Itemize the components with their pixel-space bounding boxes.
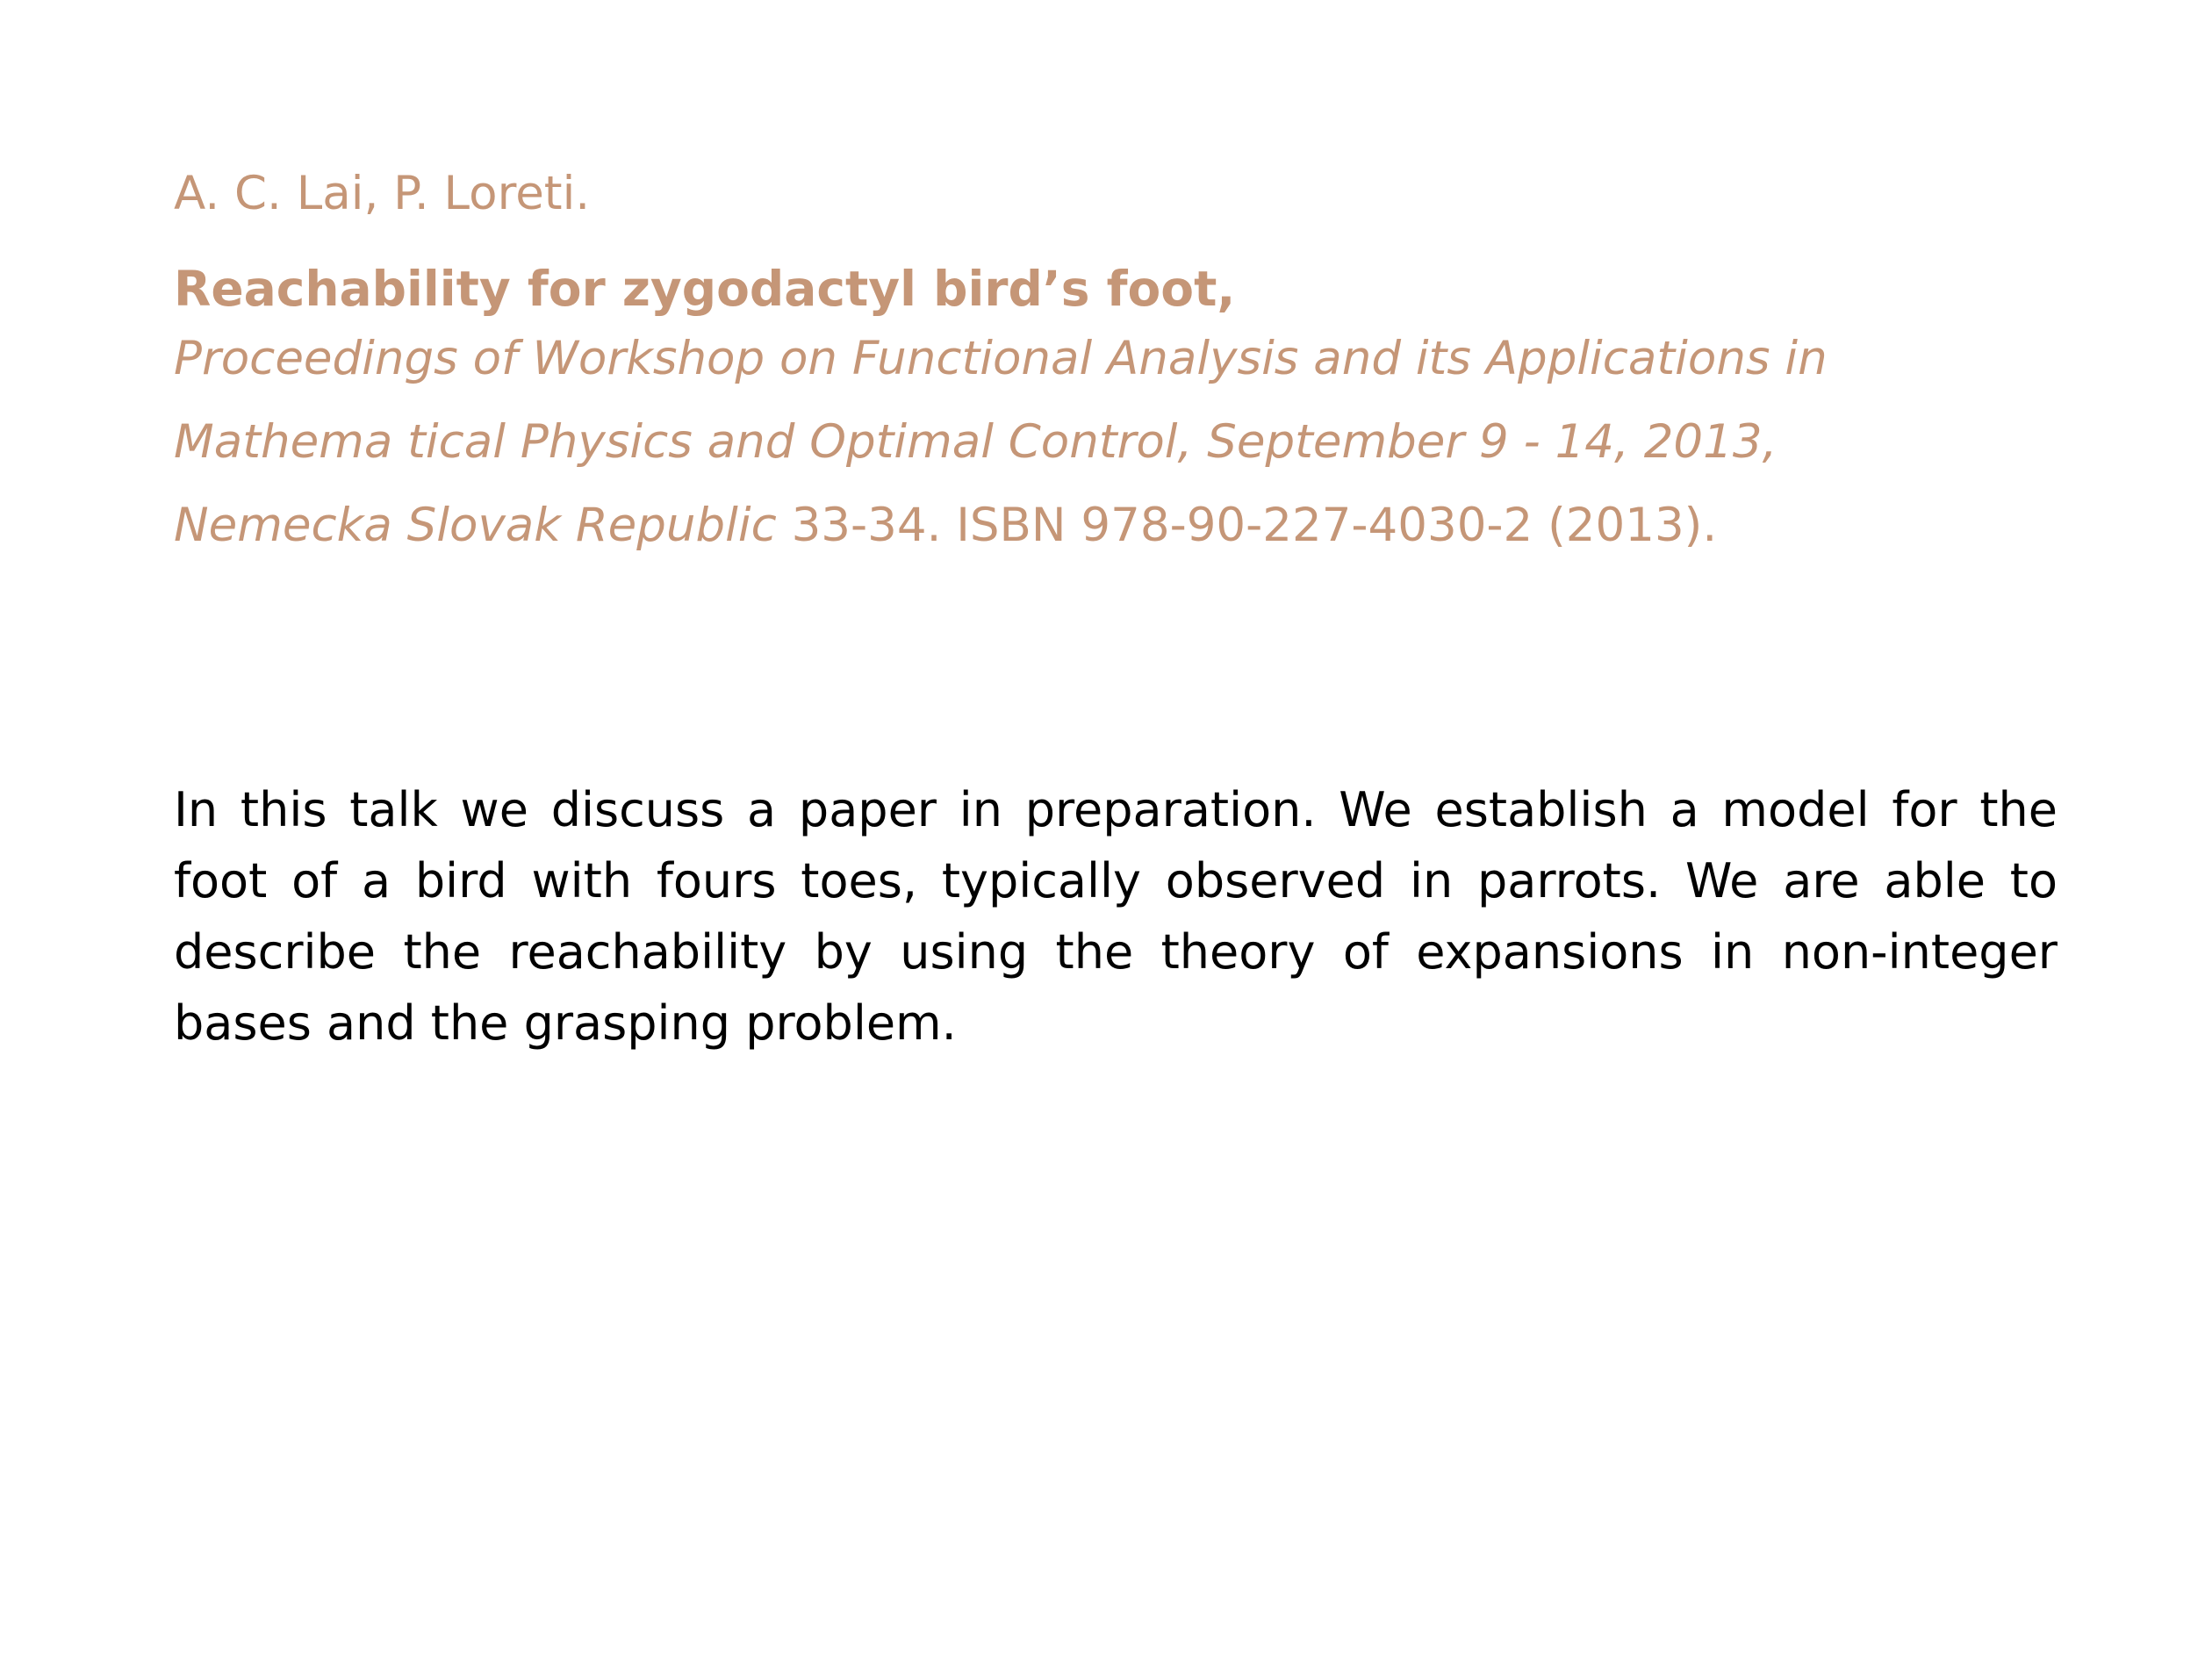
abstract-paragraph: In this talk we discuss a paper in preparation. We establish a model for the foot of a bird with fours toes, typically observed in parrots. We are able to describe the reachability by using the theory of expansions in non-integer bases and the grasping problem. [174, 782, 2058, 1051]
reference-title: Reachability for zygodactyl bird’s foot, [174, 261, 1236, 317]
reference-block [174, 162, 2105, 567]
reference-venue-line-3 [174, 484, 2105, 567]
reference-venue-location: Nemecka Slovak Republic [174, 499, 777, 552]
reference-pages-isbn: 33-34. ISBN 978-90-227-4030-2 (2013). [776, 499, 1718, 552]
reference-venue-line-2: Mathema tical Physics and Optimal Control, September 9 - 14, 2013, [174, 415, 1778, 469]
reference-venue-line-1: Proceedings of Workshop on Functional Analysis and its Applications in [174, 332, 1828, 385]
reference-authors: A. C. Lai, P. Loreti. [174, 167, 591, 220]
